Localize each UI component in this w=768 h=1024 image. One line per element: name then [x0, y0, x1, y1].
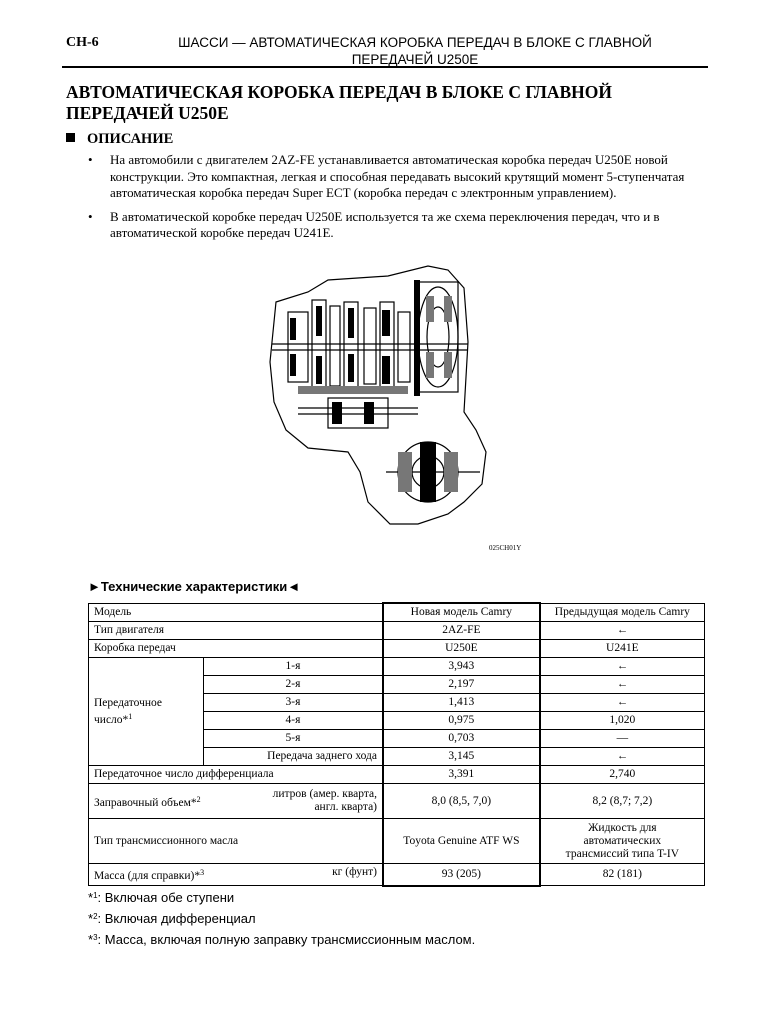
- table-row: [89, 784, 705, 819]
- footnote-ref: 3: [200, 868, 205, 877]
- gear-label: 2-я: [203, 676, 383, 694]
- mass-unit: кг (фунт): [332, 866, 378, 878]
- trans-new: U250E: [383, 640, 540, 658]
- footnote-ref: 1: [128, 711, 133, 721]
- model-label: Модель: [89, 603, 384, 622]
- new-model-header: Новая модель Camry: [383, 603, 540, 622]
- gear-prev: —: [540, 730, 705, 748]
- footnote-mark: *: [88, 932, 94, 947]
- mass-label-text: Масса (для справки)*: [94, 870, 201, 882]
- oil-prev: [540, 819, 705, 864]
- title-line1: АВТОМАТИЧЕСКАЯ КОРОБКА ПЕРЕДАЧ В БЛОКЕ С ГЛАВНОЙ: [66, 82, 613, 102]
- oil-prev-line1: Жидкость для: [588, 821, 657, 834]
- footnote-text: Включая дифференциал: [104, 911, 256, 926]
- mass-label-cell: [89, 864, 384, 886]
- fill-prev: 8,2 (8,7; 7,2): [540, 784, 705, 819]
- footnote-mark: *: [88, 911, 94, 926]
- table-row: [89, 622, 705, 640]
- trans-label: Коробка передач: [89, 640, 384, 658]
- mass-new: 93 (205): [383, 864, 540, 886]
- diff-new: 3,391: [383, 766, 540, 784]
- gear-new: 0,975: [383, 712, 540, 730]
- gear-new: 1,413: [383, 694, 540, 712]
- table-row: [89, 864, 705, 886]
- gear-new: 0,703: [383, 730, 540, 748]
- transmission-cutaway-figure: [268, 262, 498, 530]
- running-title-line1: ШАССИ — АВТОМАТИЧЕСКАЯ КОРОБКА ПЕРЕДАЧ В БЛОКЕ С ГЛАВНОЙ: [178, 35, 652, 50]
- specs-table: [88, 602, 705, 887]
- oil-prev-line2: автоматических: [583, 834, 662, 847]
- oil-label: Тип трансмиссионного масла: [89, 819, 384, 864]
- gear-label: 3-я: [203, 694, 383, 712]
- gear-prev: ←: [540, 694, 705, 712]
- page-code: CH-6: [66, 35, 99, 50]
- title-line2: ПЕРЕДАЧЕЙ U250E: [66, 103, 229, 123]
- running-title-line2: ПЕРЕДАЧЕЙ U250E: [351, 52, 479, 67]
- mass-label: [94, 866, 204, 883]
- diff-prev: 2,740: [540, 766, 705, 784]
- running-title: [140, 34, 690, 68]
- fill-unit: [273, 788, 377, 814]
- fill-label-text: Заправочный объем*: [94, 796, 197, 809]
- bullet-icon: •: [88, 208, 93, 224]
- footnote-num: 3: [93, 933, 98, 942]
- oil-prev-line3: трансмиссий типа T-IV: [565, 847, 680, 860]
- fill-unit-line2: англ. кварта): [314, 801, 378, 813]
- fill-label-cell: [89, 784, 384, 819]
- header-rule: [62, 66, 708, 68]
- specs-heading: ►Технические характеристики◄: [88, 579, 301, 594]
- oil-new: Toyota Genuine ATF WS: [383, 819, 540, 864]
- table-row: [89, 640, 705, 658]
- list-item: [88, 209, 700, 242]
- mass-prev: 82 (181): [540, 864, 705, 886]
- gear-prev: ←: [540, 748, 705, 766]
- table-row: [89, 658, 705, 676]
- description-list: [88, 152, 700, 249]
- bullet-text: В автоматической коробке передач U250E используется та же схема переключения передач, что и в автоматической коробке передач U241E.: [110, 208, 660, 240]
- gear-label: 5-я: [203, 730, 383, 748]
- fill-label: [94, 793, 201, 810]
- footnote-ref: 2: [196, 794, 201, 804]
- list-item: [88, 152, 700, 202]
- footnote-text: Включая обе ступени: [104, 890, 235, 905]
- gear-label: 1-я: [203, 658, 383, 676]
- footnote-text: Масса, включая полную заправку трансмиссионным маслом.: [104, 932, 476, 947]
- table-row: [89, 766, 705, 784]
- footnote-num: 2: [93, 912, 98, 921]
- ratio-label: [89, 658, 204, 766]
- engine-label: Тип двигателя: [89, 622, 384, 640]
- gear-new: 2,197: [383, 676, 540, 694]
- footnote: *$^1$: Включая обе ступени: [88, 890, 235, 905]
- gear-prev: 1,020: [540, 712, 705, 730]
- footnote-mark: *: [88, 890, 94, 905]
- ratio-label-line2: число*: [94, 713, 129, 726]
- square-bullet-icon: [66, 133, 75, 142]
- gear-prev: ←: [540, 658, 705, 676]
- footnote: *$^2$: Включая дифференциал: [88, 911, 256, 926]
- bullet-icon: •: [88, 152, 93, 167]
- footnote-num: 1: [93, 891, 98, 900]
- fill-unit-line1: литров (амер. кварта,: [272, 788, 378, 800]
- section-title: ОПИСАНИЕ: [87, 131, 174, 147]
- trans-prev: U241E: [540, 640, 705, 658]
- engine-prev: ←: [540, 622, 705, 640]
- gear-new: 3,145: [383, 748, 540, 766]
- diff-label: Передаточное число дифференциала: [89, 766, 384, 784]
- page-title: [66, 82, 686, 124]
- bullet-text: На автомобили с двигателем 2AZ-FE устанавливается автоматическая коробка передач U250E новой конструкции. Это компактная, легкая и способная передавать высокий крутящий момент 5-ступенчатая автоматическая коробка передач Super ECT (коробка передач с электронным управлением).: [110, 152, 685, 200]
- gear-prev: ←: [540, 676, 705, 694]
- gear-label: Передача заднего хода: [203, 748, 383, 766]
- section-heading: [66, 131, 173, 148]
- gear-new: 3,943: [383, 658, 540, 676]
- table-row: [89, 819, 705, 864]
- footnotes: [88, 886, 475, 949]
- prev-model-header: Предыдущая модель Camry: [540, 603, 705, 622]
- gear-label: 4-я: [203, 712, 383, 730]
- figure-code: 025CH01Y: [489, 544, 522, 552]
- engine-new: 2AZ-FE: [383, 622, 540, 640]
- footnote: *$^3$: Масса, включая полную заправку трансмиссионным маслом.: [88, 932, 476, 947]
- table-row: [89, 603, 705, 622]
- ratio-label-line1: Передаточное: [94, 696, 163, 709]
- fill-new: 8,0 (8,5, 7,0): [383, 784, 540, 819]
